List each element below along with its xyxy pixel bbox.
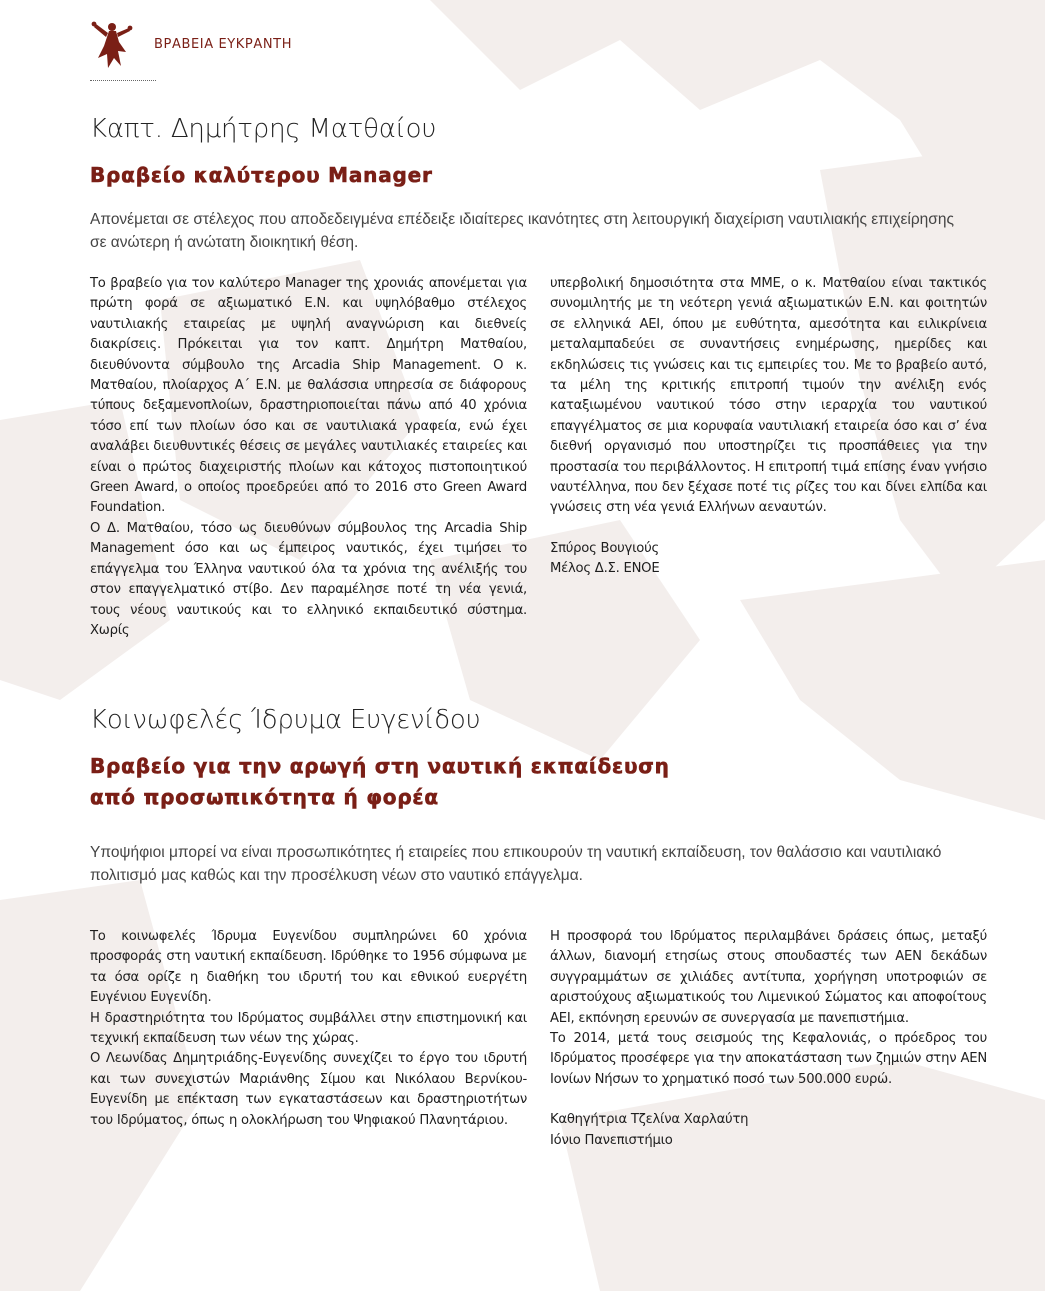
award-recipient-name: Καπτ. Δημήτρης Ματθαίου bbox=[90, 114, 437, 144]
award-title-line: Βραβείο για την αρωγή στη ναυτική εκπαίδευση bbox=[90, 754, 670, 778]
paragraph: Ο Λεωνίδας Δημητριάδης-Ευγενίδης συνεχίζει το έργο του ιδρυτή και των συνεχιστών Μαριάνθης Σίμου και Νικόλαου Βερνίκου-Ευγενίδη με επέκταση των εγκαταστάσεων και δραστηριοτήτων του Ιδρύματος, όπως η ολοκλήρωση του Ψηφιακού Πλανητάριου. bbox=[90, 1051, 527, 1128]
dancing-figure-logo-icon bbox=[88, 18, 134, 70]
signature-role: Ιόνιο Πανεπιστήμιο bbox=[550, 1132, 673, 1148]
paragraph: Το βραβείο για τον καλύτερο Manager της χρονιάς απονέμεται για πρώτη φορά σε αξιωματικό Ε.Ν. και υψηλόβαθμο στέλεχος ναυτιλιακής εταιρείας με υψηλή αναγνώριση και διεθνείς διακρίσεις. Πρόκειται για τον καπτ. Δημήτρη Ματθαίου, διευθύνοντα σύμβουλο της Arcadia Ship Management. Ο κ. Ματθαίου, πλοίαρχος Α΄ Ε.Ν. με θαλάσσια υπηρεσία σε διάφορους τύπους δεξαμενοπλοίων, δραστηριοποιείται πάνω από 40 χρόνια τόσο επί των πλοίων όσο και σε ναυτιλιακά γραφεία, ενώ έχει αναλάβει διευθυντικές θέσεις σε μεγάλες ναυτιλιακές εταιρείες και είναι ο πρώτος διαχειριστής πλοίων και κάτοχος πιστοποιητικού Green Award, ο οποίος προεδρεύει από το 2016 στο Green Award Foundation. bbox=[90, 276, 527, 516]
award-description: Απονέμεται σε στέλεχος που αποδεδειγμένα επέδειξε ιδιαίτερες ικανότητες στη λειτουργική διαχείριση ναυτιλιακής επιχείρησης σε ανώτερη ή ανώτατη διοικητική θέση. bbox=[90, 211, 954, 251]
paragraph: υπερβολική δημοσιότητα στα ΜΜΕ, ο κ. Ματθαίου είναι τακτικός συνομιλητής με τη νεότερη γενιά αξιωματικών Ε.Ν. και φοιτητών σε ελληνικά ΑΕΙ, όπου με ευθύτητα, αμεσότητα και ειλικρίνεια μεταλαμπαδεύει σε συναντήσεις ενημέρωσης, ημερίδες και εκδηλώσεις τις γνώσεις και τις εμπειρίες του. Με το βραβείο αυτό, τα μέλη της κριτικής επιτροπή τιμούν την ανέλιξη ενός καταξιωμένου ναυτικού τόσο στην ιεραρχία του ναυτικού επαγγέλματος σε μια κορυφαία ναυτιλιακή εταιρεία όσο και σ’ ένα διεθνή οργανισμό που υποστηρίζει τις προσπάθειες για την προστασία του περιβάλλοντος. Η επιτροπή τιμά επίσης έναν γνήσιο ναυτέλληνα, που δεν ξέχασε ποτέ τις ρίζες του και δίνει ελπίδα και γνώσεις στη νέα γενιά Ελλήνων αεναυτών. bbox=[550, 276, 987, 516]
article-column-left bbox=[90, 274, 527, 641]
paragraph: Η δραστηριότητα του Ιδρύματος συμβάλλει στην επιστημονική και τεχνική εκπαίδευση των νέων της χώρας. bbox=[90, 1010, 527, 1047]
signature-role: Μέλος Δ.Σ. ΕΝΟΕ bbox=[550, 561, 660, 577]
paragraph: Η προσφορά του Ιδρύματος περιλαμβάνει δράσεις όπως, μεταξύ άλλων, διανομή ετησίως στους σπουδαστές των ΑΕΝ δεκάδων συγγραμμάτων σε χιλιάδες αντίτυπα, χορήγηση υποτροφιών σε αριστούχους αξιωματικούς του Λιμενικού Σώματος και αποφοίτους ΑΕΙ, εκπόνηση ερευνών σε συνεργασία με πανεπιστήμια. bbox=[550, 929, 987, 1026]
section-title: ΒΡΑΒΕΙΑ ΕΥΚΡΑΝΤΗ bbox=[154, 36, 293, 52]
signature-name: Σπύρος Βουγιούς bbox=[550, 540, 659, 556]
award-title bbox=[90, 751, 670, 813]
paragraph: Το 2014, μετά τους σεισμούς της Κεφαλονιάς, ο πρόεδρος του Ιδρύματος προσέφερε για την αποκατάσταση των ζημιών στην ΑΕΝ Ιονίων Νήσων το χρηματικό ποσό των 500.000 ευρώ. bbox=[550, 1031, 987, 1087]
article-column-left bbox=[90, 927, 527, 1131]
signature-name: Καθηγήτρια Τζελίνα Χαρλαύτη bbox=[550, 1112, 749, 1128]
page-header bbox=[88, 18, 292, 70]
article-column-right bbox=[550, 927, 987, 1151]
paragraph: Το κοινωφελές Ίδρυμα Ευγενίδου συμπληρώνει 60 χρόνια προσφοράς στη ναυτική εκπαίδευση. Ιδρύθηκε το 1956 σύμφωνα με τα όσα ορίζε η διαθήκη του ιδρυτή του και εθνικού ευεργέτη Ευγένιου Ευγενίδη. bbox=[90, 929, 527, 1006]
award-title-line: από προσωπικότητα ή φορέα bbox=[90, 785, 439, 809]
award-title bbox=[90, 160, 433, 191]
award-title-line: Βραβείο καλύτερου Manager bbox=[90, 163, 433, 187]
award-description: Υποψήφιοι μπορεί να είναι προσωπικότητες ή εταιρείες που επικουρούν τη ναυτική εκπαίδευση, τον θαλάσσιο και ναυτιλιακό πολιτισμό μας καθώς και την προσέλκυση νέων στο ναυτικό επάγγελμα. bbox=[90, 844, 942, 884]
article-column-right bbox=[550, 274, 987, 580]
dotted-divider bbox=[90, 80, 156, 81]
award-recipient-name: Κοινωφελές Ίδρυμα Ευγενίδου bbox=[90, 705, 481, 735]
paragraph: Ο Δ. Ματθαίου, τόσο ως διευθύνων σύμβουλος της Arcadia Ship Management όσο και ως έμπειρος ναυτικός, έχει τιμήσει το επάγγελμα του Έλληνα ναυτικού όλα τα χρόνια της ανέλιξής του στον επαγγελματικό στίβο. Δεν παραμέλησε ποτέ τη νέα γενιά, τους νέους ναυτικούς και το ελληνικό εκπαιδευτικό σύστημα. Χωρίς bbox=[90, 520, 527, 638]
